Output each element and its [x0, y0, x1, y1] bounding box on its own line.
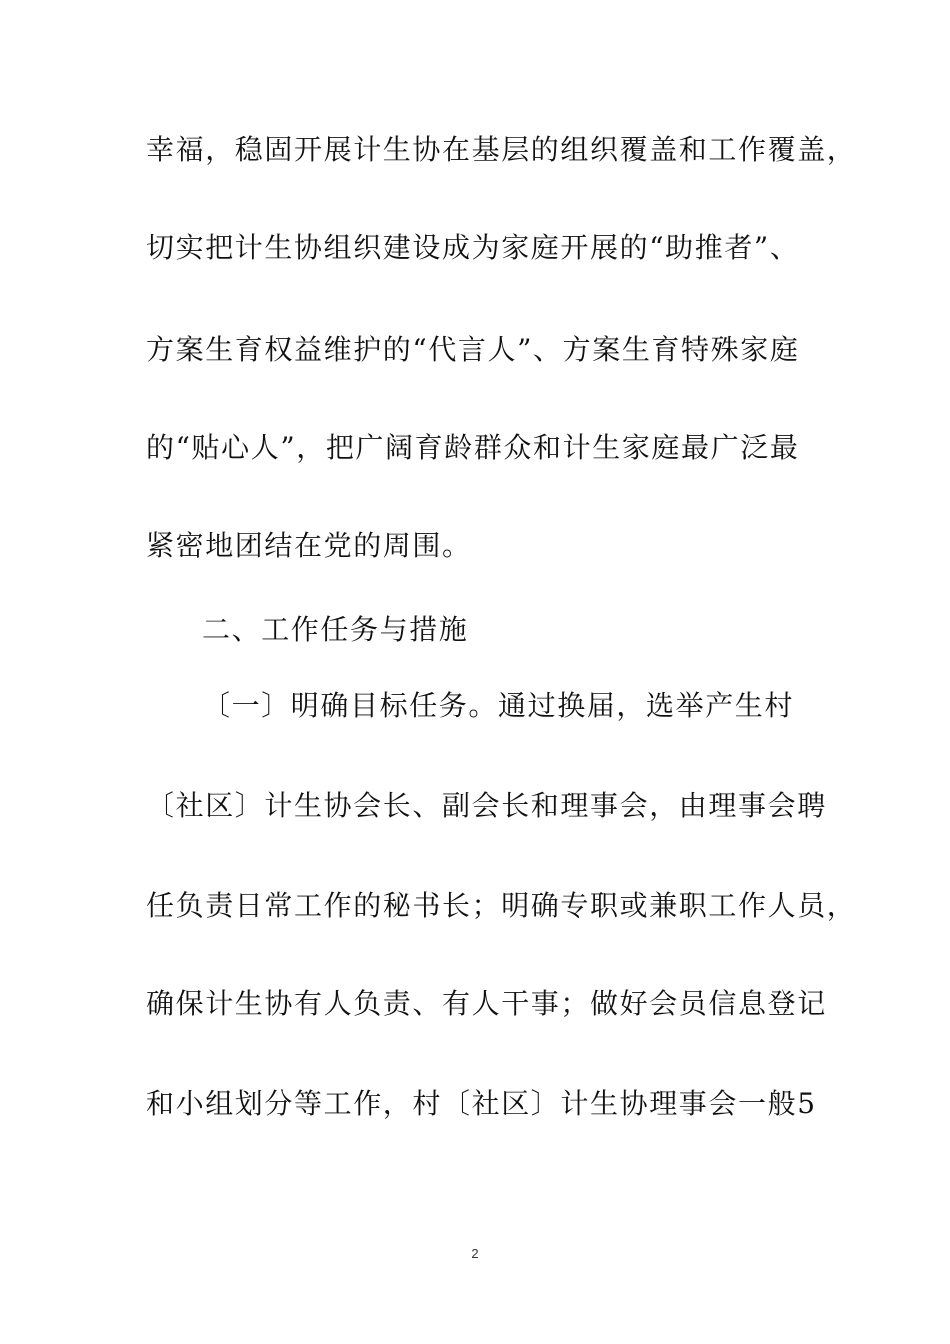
body-line-2: 切实把计生协组织建设成为家庭开展的“助推者”、 [146, 231, 800, 264]
body-line-9: 任负责日常工作的秘书长；明确专职或兼职工作人员， [146, 889, 857, 922]
section-heading: 二、工作任务与措施 [202, 613, 469, 646]
body-line-7: 〔一〕明确目标任务。通过换届，选举产生村 [202, 689, 795, 722]
body-line-8: 〔社区〕计生协会长、副会长和理事会，由理事会聘 [146, 789, 827, 822]
page-number: 2 [471, 1246, 479, 1261]
body-line-4: 的“贴心人”，把广阔育龄群众和计生家庭最广泛最 [146, 431, 800, 464]
body-line-10: 确保计生协有人负责、有人干事；做好会员信息登记 [146, 987, 827, 1020]
body-line-1: 幸福，稳固开展计生协在基层的组织覆盖和工作覆盖， [146, 133, 857, 166]
body-line-11: 和小组划分等工作，村〔社区〕计生协理事会一般5 [146, 1087, 817, 1120]
body-line-5: 紧密地团结在党的周围。 [146, 529, 472, 562]
body-line-3: 方案生育权益维护的“代言人”、方案生育特殊家庭 [146, 333, 800, 366]
